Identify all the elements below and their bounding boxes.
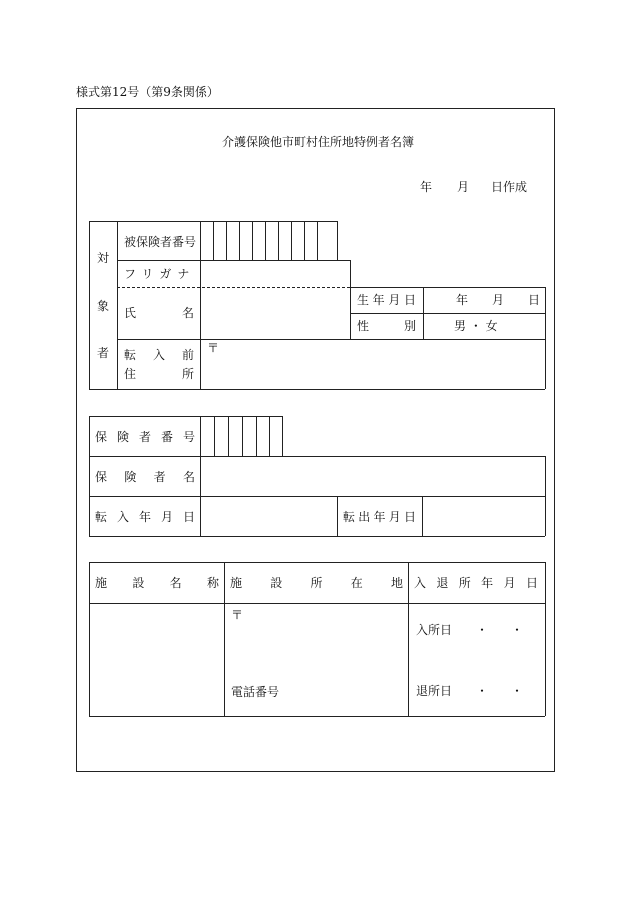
- sex-label: 性 別: [357, 319, 416, 333]
- admission-date-label: 入所日: [416, 623, 453, 637]
- prev-address-label-top: 転 入 前: [124, 348, 194, 362]
- facility-name-label: 施 設 名 称: [95, 576, 219, 590]
- admission-date-sep-1: ・: [476, 623, 489, 637]
- form-number: 様式第12号（第9条関係）: [76, 85, 219, 99]
- created-year-label: 年: [420, 180, 433, 194]
- birth-year-label: 年: [456, 293, 469, 307]
- discharge-date-sep-1: ・: [476, 684, 489, 698]
- name-label: 氏 名: [124, 306, 194, 320]
- created-month-label: 月: [457, 180, 470, 194]
- facility-postal-mark-icon: 〒: [231, 608, 244, 622]
- insurer-name-label: 保 険 者 名: [95, 470, 195, 484]
- move-in-date-label: 転 入 年 月 日: [95, 510, 195, 524]
- admission-discharge-label: 入 退 所 年 月 日: [414, 576, 538, 590]
- subject-label-1: 対: [97, 251, 110, 265]
- discharge-date-label: 退所日: [416, 684, 453, 698]
- insured-number-label: 被保険者番号: [124, 235, 197, 249]
- facility-address-label: 施 設 所 在 地: [230, 576, 403, 590]
- birth-month-label: 月: [492, 293, 505, 307]
- created-day-label: 日作成: [491, 180, 528, 194]
- phone-label: 電話番号: [231, 685, 280, 699]
- birth-day-label: 日: [528, 293, 541, 307]
- furigana-label: フリガナ: [124, 267, 196, 281]
- postal-mark-icon: 〒: [207, 341, 220, 355]
- subject-label-3: 者: [97, 346, 110, 360]
- admission-date-sep-2: ・: [511, 623, 524, 637]
- insurer-number-label: 保 険 者 番 号: [95, 430, 195, 444]
- birthdate-label: 生 年 月 日: [357, 293, 416, 307]
- subject-label-2: 象: [97, 299, 110, 313]
- form-title: 介護保険他市町村住所地特例者名簿: [222, 135, 415, 149]
- prev-address-label-bottom: 住 所: [124, 367, 194, 381]
- sex-value: 男 ・ 女: [454, 319, 498, 333]
- move-out-date-label: 転 出 年 月 日: [343, 510, 416, 524]
- discharge-date-sep-2: ・: [511, 684, 524, 698]
